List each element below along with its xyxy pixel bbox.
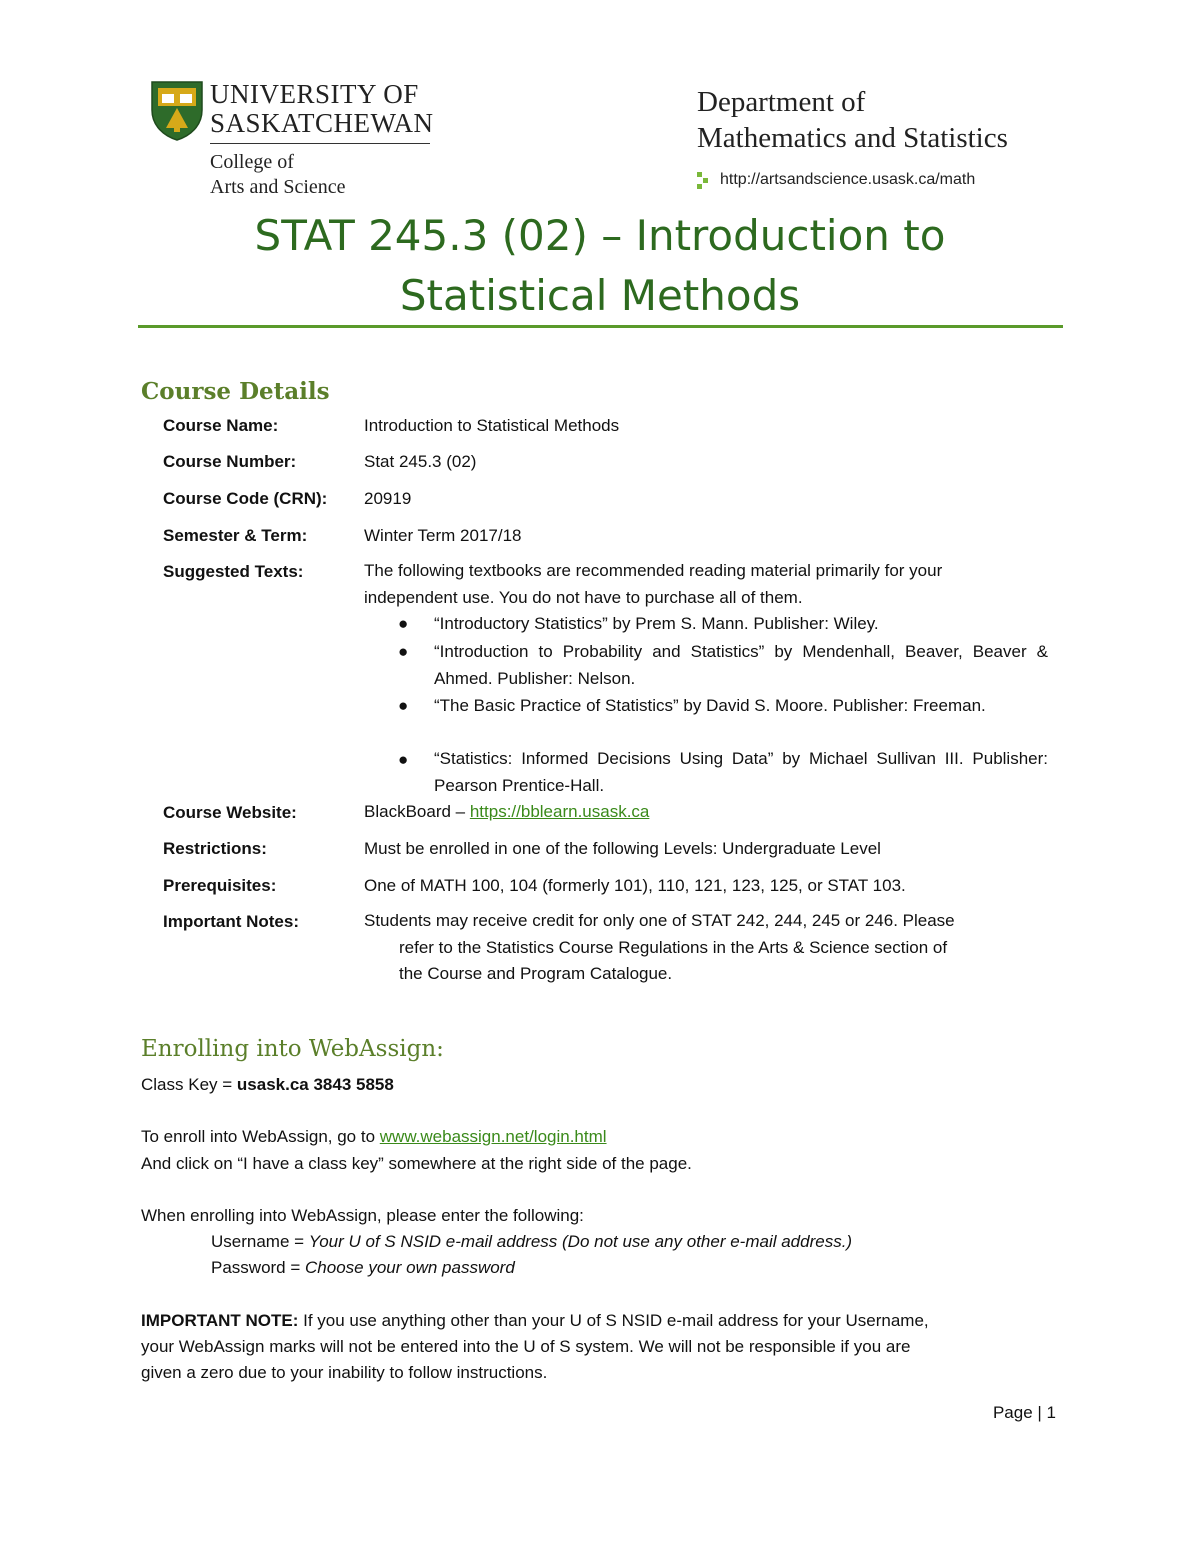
webassign-link[interactable]: www.webassign.net/login.html xyxy=(379,1127,607,1146)
username-line xyxy=(211,1229,852,1255)
prerequisites-value: One of MATH 100, 104 (formerly 101), 110, 121, 123, 125, or STAT 103. xyxy=(364,876,906,895)
college-name xyxy=(210,150,346,200)
course-number-label: Course Number: xyxy=(163,452,297,471)
website-prefix: BlackBoard – xyxy=(364,802,470,821)
password-value: Choose your own password xyxy=(305,1258,515,1277)
course-name-value: Introduction to Statistical Methods xyxy=(364,416,620,435)
title-divider xyxy=(138,325,1063,328)
university-name-line2: SASKATCHEWAN xyxy=(210,108,434,138)
department-name xyxy=(697,84,1008,156)
password-line xyxy=(211,1255,515,1281)
click-instruction: And click on “I have a class key” somewhere at the right side of the page. xyxy=(141,1154,692,1173)
texts-intro-line1: The following textbooks are recommended reading material primarily for your xyxy=(364,561,943,580)
bullet-icon: ● xyxy=(398,614,409,633)
suggested-texts-label: Suggested Texts: xyxy=(163,562,304,581)
bblearn-link[interactable]: https://bblearn.usask.ca xyxy=(469,802,650,821)
semester-value: Winter Term 2017/18 xyxy=(364,526,522,545)
restrictions-label: Restrictions: xyxy=(163,839,267,858)
texts-intro xyxy=(364,558,942,611)
enroll-prefix: To enroll into WebAssign, go to xyxy=(141,1127,380,1146)
important-note-line2: your WebAssign marks will not be entered into the U of S system. We will not be responsible if you are xyxy=(141,1337,911,1356)
department-url[interactable]: http://artsandscience.usask.ca/math xyxy=(720,171,976,188)
course-name-label: Course Name: xyxy=(163,416,279,435)
department-line2: Mathematics and Statistics xyxy=(697,122,1008,154)
password-prefix: Password = xyxy=(211,1258,306,1277)
semester-label: Semester & Term: xyxy=(163,526,308,545)
page-title-line2: Statistical Methods xyxy=(399,271,801,320)
enroll-line xyxy=(141,1124,607,1150)
university-divider xyxy=(210,143,430,144)
class-key-prefix: Class Key = xyxy=(141,1075,237,1094)
course-number-value: Stat 245.3 (02) xyxy=(364,452,477,471)
course-code-value: 20919 xyxy=(364,489,412,508)
notes-line2: refer to the Statistics Course Regulations in the Arts & Science section of xyxy=(399,937,948,957)
important-note-line1 xyxy=(141,1308,1059,1334)
text-item: “Introductory Statistics” by Prem S. Mann. Publisher: Wiley. xyxy=(434,614,879,633)
url-arrow-icon xyxy=(697,170,713,190)
department-line1: Department of xyxy=(697,86,866,118)
restrictions-value: Must be enrolled in one of the following Levels: Undergraduate Level xyxy=(364,839,881,858)
course-code-label: Course Code (CRN): xyxy=(163,489,328,508)
page-title-line1: STAT 245.3 (02) – Introduction to xyxy=(254,211,946,260)
text-item: “Introduction to Probability and Statistics” by Mendenhall, Beaver, Beaver & Ahmed. Publisher: Nelson. xyxy=(434,642,1048,688)
when-enrolling-text: When enrolling into WebAssign, please enter the following: xyxy=(141,1206,584,1225)
notes-line1: Students may receive credit for only one of STAT 242, 244, 245 or 246. Please xyxy=(364,911,955,930)
username-value: Your U of S NSID e-mail address (Do not use any other e-mail address.) xyxy=(308,1232,853,1251)
texts-intro-line2: independent use. You do not have to purchase all of them. xyxy=(364,587,803,607)
university-name xyxy=(210,80,434,138)
notes-line3: the Course and Program Catalogue. xyxy=(399,964,673,983)
important-notes-label: Important Notes: xyxy=(163,912,299,931)
university-name-line1: UNIVERSITY OF xyxy=(210,79,419,109)
important-notes-value xyxy=(364,908,955,988)
important-label: IMPORTANT NOTE: xyxy=(141,1311,299,1330)
important-note-line3: given a zero due to your inability to follow instructions. xyxy=(141,1363,548,1382)
university-shield-logo xyxy=(150,80,204,142)
college-line2: Arts and Science xyxy=(210,176,346,198)
important-note xyxy=(141,1308,1059,1386)
webassign-heading: Enrolling into WebAssign: xyxy=(141,1036,444,1062)
bullet-icon: ● xyxy=(398,750,409,769)
prerequisites-label: Prerequisites: xyxy=(163,876,277,895)
college-line1: College of xyxy=(210,151,294,173)
text-item: “Statistics: Informed Decisions Using Data” by Michael Sullivan III. Publisher: Pearson Prentice-Hall. xyxy=(434,749,1048,795)
page-title xyxy=(140,206,1060,326)
text-item: “The Basic Practice of Statistics” by David S. Moore. Publisher: Freeman. xyxy=(434,696,986,715)
page-number: Page | 1 xyxy=(992,1403,1056,1422)
important-text1: If you use anything other than your U of S NSID e-mail address for your Username, xyxy=(298,1311,929,1330)
course-website-label: Course Website: xyxy=(163,803,297,822)
bullet-icon: ● xyxy=(398,642,409,661)
class-key-line xyxy=(141,1072,394,1098)
class-key-value: usask.ca 3843 5858 xyxy=(236,1075,394,1094)
course-website-value xyxy=(364,799,649,826)
username-prefix: Username = xyxy=(211,1232,309,1251)
bullet-icon: ● xyxy=(398,696,409,715)
course-details-heading: Course Details xyxy=(141,378,330,405)
